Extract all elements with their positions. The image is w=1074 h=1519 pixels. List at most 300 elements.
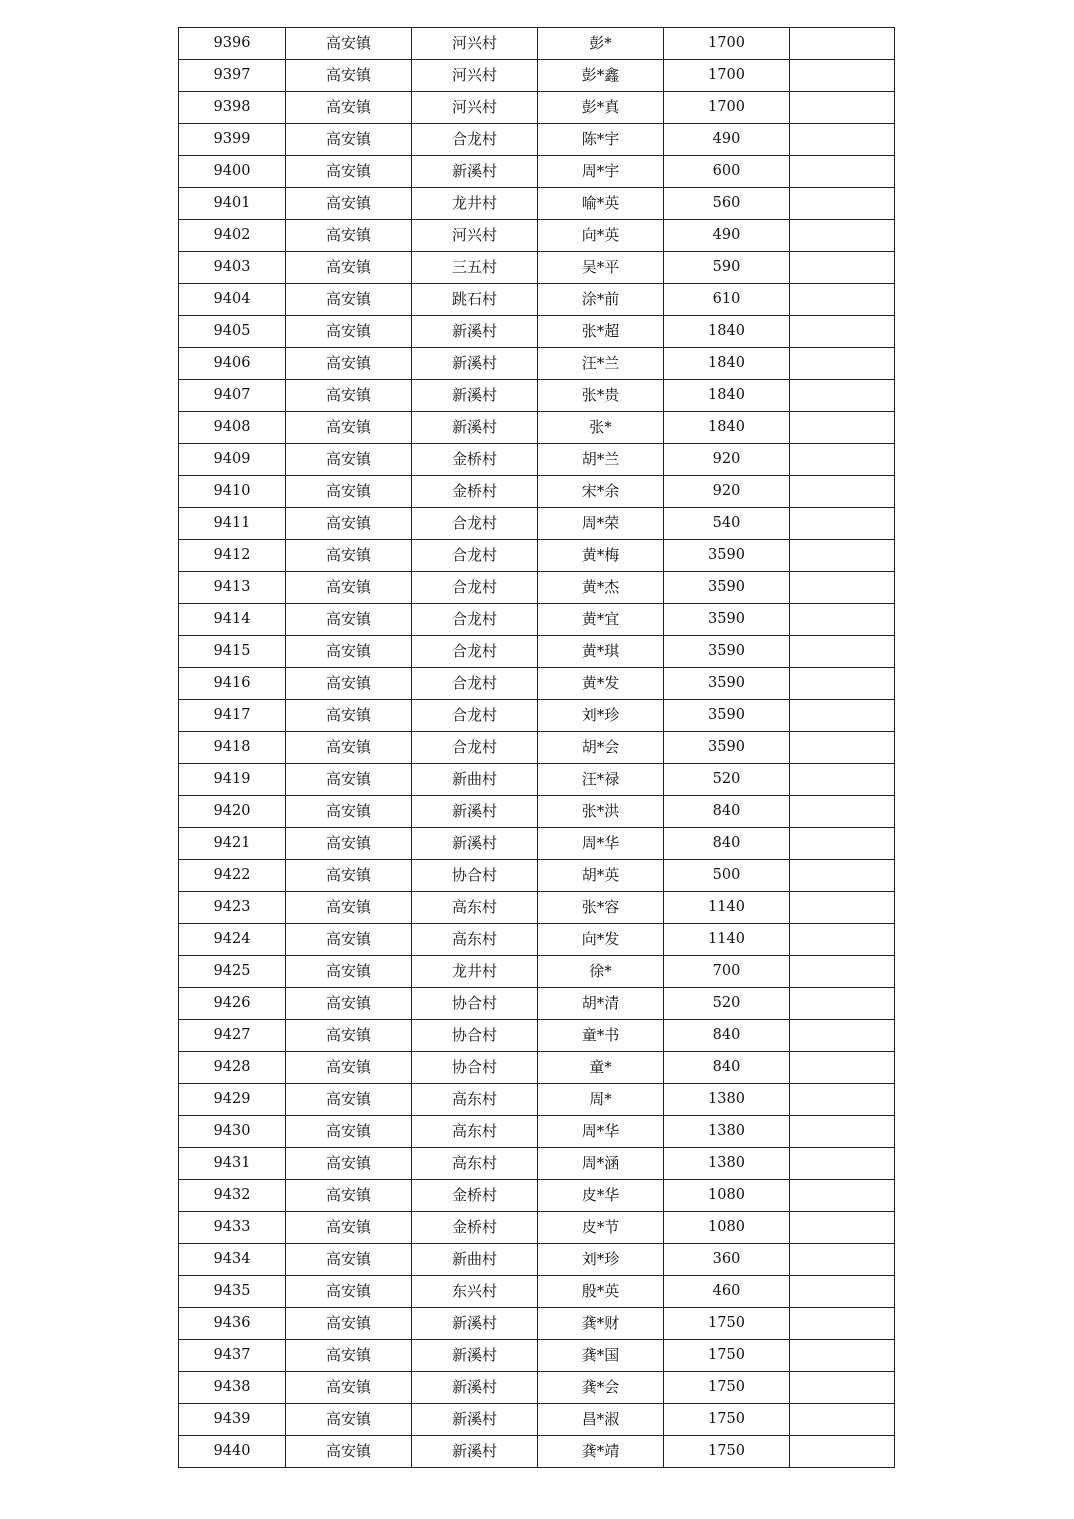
cell-note: [790, 1372, 895, 1404]
cell-amount: 1140: [664, 892, 790, 924]
cell-serial-number: 9438: [179, 1372, 286, 1404]
cell-person-name: 刘*珍: [538, 700, 664, 732]
cell-note: [790, 1116, 895, 1148]
cell-village: 新溪村: [412, 1308, 538, 1340]
cell-town: 高安镇: [286, 60, 412, 92]
cell-person-name: 张*洪: [538, 796, 664, 828]
cell-serial-number: 9419: [179, 764, 286, 796]
cell-town: 高安镇: [286, 28, 412, 60]
cell-note: [790, 764, 895, 796]
cell-note: [790, 1404, 895, 1436]
cell-note: [790, 1180, 895, 1212]
cell-serial-number: 9426: [179, 988, 286, 1020]
table-row: [179, 892, 895, 924]
table-body: [179, 28, 895, 1468]
cell-village: 跳石村: [412, 284, 538, 316]
cell-person-name: 徐*: [538, 956, 664, 988]
cell-note: [790, 1308, 895, 1340]
table-row: [179, 860, 895, 892]
cell-amount: 1380: [664, 1116, 790, 1148]
cell-serial-number: 9411: [179, 508, 286, 540]
cell-serial-number: 9435: [179, 1276, 286, 1308]
cell-town: 高安镇: [286, 636, 412, 668]
cell-village: 河兴村: [412, 60, 538, 92]
cell-village: 新溪村: [412, 156, 538, 188]
cell-note: [790, 1052, 895, 1084]
cell-amount: 460: [664, 1276, 790, 1308]
cell-town: 高安镇: [286, 1276, 412, 1308]
cell-village: 东兴村: [412, 1276, 538, 1308]
cell-serial-number: 9427: [179, 1020, 286, 1052]
cell-town: 高安镇: [286, 1148, 412, 1180]
table-row: [179, 604, 895, 636]
cell-person-name: 陈*宇: [538, 124, 664, 156]
cell-person-name: 宋*余: [538, 476, 664, 508]
cell-note: [790, 188, 895, 220]
table-row: [179, 1276, 895, 1308]
cell-note: [790, 988, 895, 1020]
table-row: [179, 1340, 895, 1372]
cell-amount: 1140: [664, 924, 790, 956]
cell-person-name: 殷*英: [538, 1276, 664, 1308]
cell-person-name: 张*贵: [538, 380, 664, 412]
cell-village: 新溪村: [412, 1436, 538, 1468]
cell-note: [790, 956, 895, 988]
cell-amount: 3590: [664, 540, 790, 572]
cell-serial-number: 9423: [179, 892, 286, 924]
cell-serial-number: 9396: [179, 28, 286, 60]
cell-amount: 3590: [664, 732, 790, 764]
cell-town: 高安镇: [286, 92, 412, 124]
cell-village: 高东村: [412, 1116, 538, 1148]
cell-note: [790, 412, 895, 444]
cell-serial-number: 9414: [179, 604, 286, 636]
cell-town: 高安镇: [286, 348, 412, 380]
table-row: [179, 924, 895, 956]
cell-note: [790, 92, 895, 124]
cell-amount: 520: [664, 764, 790, 796]
cell-village: 协合村: [412, 860, 538, 892]
table-row: [179, 1052, 895, 1084]
cell-village: 龙井村: [412, 956, 538, 988]
table-row: [179, 700, 895, 732]
cell-note: [790, 828, 895, 860]
table-row: [179, 28, 895, 60]
cell-town: 高安镇: [286, 1116, 412, 1148]
cell-amount: 3590: [664, 636, 790, 668]
cell-note: [790, 1244, 895, 1276]
cell-note: [790, 1020, 895, 1052]
cell-town: 高安镇: [286, 380, 412, 412]
cell-serial-number: 9440: [179, 1436, 286, 1468]
cell-amount: 3590: [664, 572, 790, 604]
cell-town: 高安镇: [286, 668, 412, 700]
cell-serial-number: 9433: [179, 1212, 286, 1244]
cell-person-name: 昌*淑: [538, 1404, 664, 1436]
cell-town: 高安镇: [286, 412, 412, 444]
table-row: [179, 1084, 895, 1116]
cell-amount: 840: [664, 1020, 790, 1052]
cell-person-name: 张*超: [538, 316, 664, 348]
cell-town: 高安镇: [286, 124, 412, 156]
cell-village: 金桥村: [412, 444, 538, 476]
cell-person-name: 皮*华: [538, 1180, 664, 1212]
cell-village: 合龙村: [412, 604, 538, 636]
table-row: [179, 1020, 895, 1052]
cell-amount: 360: [664, 1244, 790, 1276]
cell-note: [790, 572, 895, 604]
cell-serial-number: 9418: [179, 732, 286, 764]
cell-person-name: 张*容: [538, 892, 664, 924]
cell-amount: 610: [664, 284, 790, 316]
cell-person-name: 周*涵: [538, 1148, 664, 1180]
cell-person-name: 向*发: [538, 924, 664, 956]
cell-person-name: 胡*清: [538, 988, 664, 1020]
cell-amount: 3590: [664, 668, 790, 700]
cell-village: 河兴村: [412, 28, 538, 60]
cell-village: 协合村: [412, 988, 538, 1020]
cell-amount: 1700: [664, 60, 790, 92]
cell-note: [790, 60, 895, 92]
cell-person-name: 彭*真: [538, 92, 664, 124]
cell-person-name: 向*英: [538, 220, 664, 252]
cell-serial-number: 9431: [179, 1148, 286, 1180]
cell-person-name: 喻*英: [538, 188, 664, 220]
cell-person-name: 黄*杰: [538, 572, 664, 604]
cell-person-name: 童*书: [538, 1020, 664, 1052]
cell-town: 高安镇: [286, 316, 412, 348]
cell-person-name: 胡*会: [538, 732, 664, 764]
cell-serial-number: 9424: [179, 924, 286, 956]
cell-town: 高安镇: [286, 1340, 412, 1372]
cell-serial-number: 9408: [179, 412, 286, 444]
cell-amount: 490: [664, 220, 790, 252]
cell-village: 金桥村: [412, 1212, 538, 1244]
cell-town: 高安镇: [286, 796, 412, 828]
cell-village: 金桥村: [412, 476, 538, 508]
cell-town: 高安镇: [286, 956, 412, 988]
cell-person-name: 黄*琪: [538, 636, 664, 668]
cell-note: [790, 892, 895, 924]
cell-note: [790, 124, 895, 156]
table-row: [179, 156, 895, 188]
table-row: [179, 828, 895, 860]
cell-amount: 1750: [664, 1372, 790, 1404]
cell-note: [790, 1212, 895, 1244]
table-row: [179, 1116, 895, 1148]
cell-village: 合龙村: [412, 700, 538, 732]
cell-amount: 560: [664, 188, 790, 220]
cell-amount: 1750: [664, 1340, 790, 1372]
table-row: [179, 1212, 895, 1244]
cell-person-name: 周*宇: [538, 156, 664, 188]
table-row: [179, 348, 895, 380]
cell-town: 高安镇: [286, 988, 412, 1020]
cell-village: 新溪村: [412, 412, 538, 444]
cell-serial-number: 9432: [179, 1180, 286, 1212]
cell-amount: 1750: [664, 1308, 790, 1340]
cell-serial-number: 9422: [179, 860, 286, 892]
table-row: [179, 1404, 895, 1436]
cell-amount: 840: [664, 1052, 790, 1084]
cell-village: 合龙村: [412, 572, 538, 604]
cell-town: 高安镇: [286, 860, 412, 892]
table-row: [179, 540, 895, 572]
cell-serial-number: 9425: [179, 956, 286, 988]
cell-person-name: 胡*英: [538, 860, 664, 892]
cell-serial-number: 9413: [179, 572, 286, 604]
cell-serial-number: 9399: [179, 124, 286, 156]
cell-serial-number: 9428: [179, 1052, 286, 1084]
cell-note: [790, 444, 895, 476]
cell-town: 高安镇: [286, 1404, 412, 1436]
cell-note: [790, 28, 895, 60]
cell-village: 合龙村: [412, 508, 538, 540]
cell-note: [790, 252, 895, 284]
cell-town: 高安镇: [286, 284, 412, 316]
cell-amount: 520: [664, 988, 790, 1020]
cell-village: 协合村: [412, 1052, 538, 1084]
cell-town: 高安镇: [286, 604, 412, 636]
cell-note: [790, 348, 895, 380]
cell-person-name: 周*荣: [538, 508, 664, 540]
table-row: [179, 508, 895, 540]
cell-person-name: 黄*梅: [538, 540, 664, 572]
cell-amount: 1080: [664, 1180, 790, 1212]
cell-village: 协合村: [412, 1020, 538, 1052]
cell-person-name: 龚*会: [538, 1372, 664, 1404]
cell-amount: 1700: [664, 28, 790, 60]
cell-note: [790, 1276, 895, 1308]
cell-serial-number: 9406: [179, 348, 286, 380]
table-row: [179, 1244, 895, 1276]
cell-note: [790, 924, 895, 956]
cell-note: [790, 636, 895, 668]
cell-amount: 1750: [664, 1404, 790, 1436]
cell-person-name: 胡*兰: [538, 444, 664, 476]
cell-note: [790, 540, 895, 572]
cell-person-name: 龚*国: [538, 1340, 664, 1372]
cell-town: 高安镇: [286, 220, 412, 252]
cell-serial-number: 9402: [179, 220, 286, 252]
table-row: [179, 92, 895, 124]
cell-person-name: 汪*禄: [538, 764, 664, 796]
cell-village: 龙井村: [412, 188, 538, 220]
cell-person-name: 周*华: [538, 828, 664, 860]
table-row: [179, 60, 895, 92]
cell-note: [790, 220, 895, 252]
cell-amount: 600: [664, 156, 790, 188]
table-row: [179, 124, 895, 156]
cell-amount: 540: [664, 508, 790, 540]
cell-town: 高安镇: [286, 700, 412, 732]
cell-note: [790, 284, 895, 316]
cell-serial-number: 9405: [179, 316, 286, 348]
cell-serial-number: 9404: [179, 284, 286, 316]
cell-amount: 1080: [664, 1212, 790, 1244]
table-row: [179, 668, 895, 700]
cell-amount: 920: [664, 444, 790, 476]
cell-village: 高东村: [412, 1148, 538, 1180]
cell-note: [790, 700, 895, 732]
cell-amount: 1840: [664, 412, 790, 444]
cell-amount: 590: [664, 252, 790, 284]
cell-village: 新溪村: [412, 316, 538, 348]
cell-note: [790, 156, 895, 188]
cell-note: [790, 1340, 895, 1372]
cell-serial-number: 9409: [179, 444, 286, 476]
cell-amount: 920: [664, 476, 790, 508]
cell-town: 高安镇: [286, 188, 412, 220]
cell-serial-number: 9407: [179, 380, 286, 412]
cell-serial-number: 9410: [179, 476, 286, 508]
cell-serial-number: 9400: [179, 156, 286, 188]
cell-person-name: 周*: [538, 1084, 664, 1116]
table-row: [179, 188, 895, 220]
cell-serial-number: 9415: [179, 636, 286, 668]
cell-person-name: 皮*节: [538, 1212, 664, 1244]
table-row: [179, 636, 895, 668]
cell-village: 河兴村: [412, 92, 538, 124]
cell-amount: 840: [664, 828, 790, 860]
cell-town: 高安镇: [286, 1052, 412, 1084]
cell-amount: 700: [664, 956, 790, 988]
table-row: [179, 732, 895, 764]
table-row: [179, 572, 895, 604]
cell-town: 高安镇: [286, 764, 412, 796]
cell-person-name: 童*: [538, 1052, 664, 1084]
cell-serial-number: 9434: [179, 1244, 286, 1276]
cell-town: 高安镇: [286, 892, 412, 924]
table-row: [179, 444, 895, 476]
cell-village: 高东村: [412, 1084, 538, 1116]
cell-note: [790, 380, 895, 412]
cell-person-name: 涂*前: [538, 284, 664, 316]
cell-serial-number: 9439: [179, 1404, 286, 1436]
cell-serial-number: 9420: [179, 796, 286, 828]
data-table: [178, 27, 895, 1468]
cell-village: 金桥村: [412, 1180, 538, 1212]
cell-amount: 500: [664, 860, 790, 892]
cell-note: [790, 476, 895, 508]
cell-village: 新溪村: [412, 380, 538, 412]
cell-town: 高安镇: [286, 828, 412, 860]
cell-village: 高东村: [412, 892, 538, 924]
cell-village: 合龙村: [412, 668, 538, 700]
cell-town: 高安镇: [286, 444, 412, 476]
cell-note: [790, 796, 895, 828]
cell-serial-number: 9401: [179, 188, 286, 220]
cell-town: 高安镇: [286, 732, 412, 764]
cell-serial-number: 9436: [179, 1308, 286, 1340]
cell-serial-number: 9430: [179, 1116, 286, 1148]
cell-town: 高安镇: [286, 252, 412, 284]
table-row: [179, 476, 895, 508]
cell-village: 合龙村: [412, 124, 538, 156]
cell-town: 高安镇: [286, 1436, 412, 1468]
cell-town: 高安镇: [286, 1180, 412, 1212]
cell-town: 高安镇: [286, 1020, 412, 1052]
cell-serial-number: 9397: [179, 60, 286, 92]
cell-amount: 1840: [664, 380, 790, 412]
cell-amount: 3590: [664, 700, 790, 732]
cell-note: [790, 1084, 895, 1116]
cell-amount: 1840: [664, 316, 790, 348]
table-row: [179, 1148, 895, 1180]
cell-town: 高安镇: [286, 924, 412, 956]
cell-note: [790, 668, 895, 700]
cell-serial-number: 9437: [179, 1340, 286, 1372]
cell-note: [790, 1436, 895, 1468]
cell-village: 新溪村: [412, 796, 538, 828]
cell-amount: 1380: [664, 1084, 790, 1116]
cell-person-name: 吴*平: [538, 252, 664, 284]
table-row: [179, 1436, 895, 1468]
table-row: [179, 412, 895, 444]
cell-person-name: 彭*鑫: [538, 60, 664, 92]
cell-person-name: 龚*靖: [538, 1436, 664, 1468]
table-row: [179, 956, 895, 988]
table-row: [179, 1372, 895, 1404]
table-row: [179, 220, 895, 252]
cell-village: 河兴村: [412, 220, 538, 252]
table-row: [179, 380, 895, 412]
cell-person-name: 汪*兰: [538, 348, 664, 380]
table-row: [179, 252, 895, 284]
table-row: [179, 316, 895, 348]
cell-village: 三五村: [412, 252, 538, 284]
cell-serial-number: 9421: [179, 828, 286, 860]
cell-serial-number: 9398: [179, 92, 286, 124]
cell-town: 高安镇: [286, 1212, 412, 1244]
cell-note: [790, 732, 895, 764]
table-row: [179, 284, 895, 316]
table-row: [179, 1308, 895, 1340]
cell-town: 高安镇: [286, 156, 412, 188]
cell-town: 高安镇: [286, 1084, 412, 1116]
cell-village: 新溪村: [412, 1340, 538, 1372]
cell-town: 高安镇: [286, 1372, 412, 1404]
cell-town: 高安镇: [286, 1308, 412, 1340]
cell-village: 合龙村: [412, 636, 538, 668]
cell-amount: 1750: [664, 1436, 790, 1468]
cell-note: [790, 508, 895, 540]
cell-town: 高安镇: [286, 540, 412, 572]
cell-person-name: 张*: [538, 412, 664, 444]
cell-amount: 490: [664, 124, 790, 156]
table-row: [179, 988, 895, 1020]
cell-note: [790, 860, 895, 892]
cell-person-name: 彭*: [538, 28, 664, 60]
cell-person-name: 周*华: [538, 1116, 664, 1148]
table-row: [179, 764, 895, 796]
cell-village: 新曲村: [412, 1244, 538, 1276]
cell-person-name: 黄*发: [538, 668, 664, 700]
cell-village: 新溪村: [412, 1372, 538, 1404]
cell-village: 新溪村: [412, 1404, 538, 1436]
cell-person-name: 龚*财: [538, 1308, 664, 1340]
cell-amount: 840: [664, 796, 790, 828]
cell-town: 高安镇: [286, 1244, 412, 1276]
cell-serial-number: 9403: [179, 252, 286, 284]
cell-serial-number: 9412: [179, 540, 286, 572]
cell-village: 高东村: [412, 924, 538, 956]
cell-amount: 1840: [664, 348, 790, 380]
cell-amount: 3590: [664, 604, 790, 636]
cell-note: [790, 1148, 895, 1180]
cell-amount: 1380: [664, 1148, 790, 1180]
cell-village: 新溪村: [412, 348, 538, 380]
